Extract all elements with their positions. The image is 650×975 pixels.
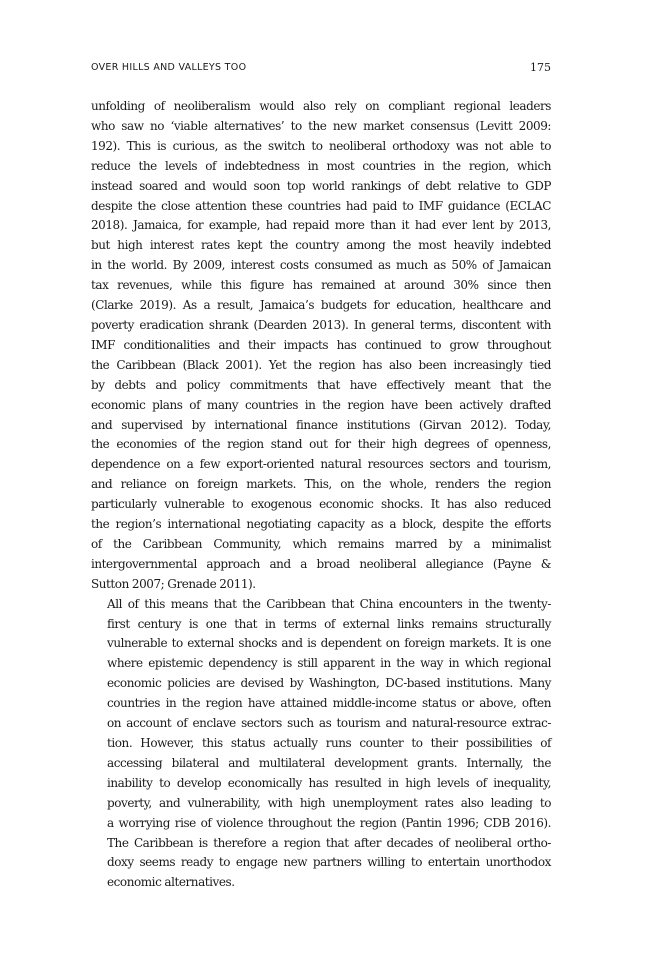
text-line: the region’s international negotiating capacity as a block, despite the efforts: [91, 517, 551, 532]
text-line: on account of enclave sectors such as tourism and natural-resource extrac-: [107, 716, 551, 731]
text-line: where epistemic dependency is still apparent in the way in which regional: [107, 656, 551, 671]
text-line: and supervised by international finance institutions (Girvan 2012). Today,: [91, 417, 551, 432]
text-line: the Caribbean (Black 2001). Yet the region has also been increasingly tied: [91, 357, 551, 372]
text-line: a worrying rise of violence throughout the region (Pantin 1996; CDB 2016).: [107, 815, 551, 830]
body-text: [91, 97, 551, 893]
text-line: Sutton 2007; Grenade 2011).: [91, 576, 256, 591]
text-line: unfolding of neoliberalism would also rely on compliant regional leaders: [91, 99, 551, 113]
text-line: reduce the levels of indebtedness in most countries in the region, which: [91, 158, 551, 173]
text-line: intergovernmental approach and a broad neoliberal allegiance (Payne &: [91, 556, 551, 571]
page-number: 175: [530, 61, 551, 74]
text-line: doxy seems ready to engage new partners willing to entertain unorthodox: [107, 855, 551, 870]
text-line: The Caribbean is therefore a region that after decades of neoliberal ortho-: [107, 835, 551, 850]
text-line: economic plans of many countries in the region have been actively drafted: [91, 397, 551, 412]
text-line: All of this means that the Caribbean that China encounters in the twenty-: [107, 596, 551, 611]
text-line: tax revenues, while this figure has remained at around 30% since then: [91, 278, 551, 293]
running-title: OVER HILLS AND VALLEYS TOO: [91, 62, 247, 73]
text-line: and reliance on foreign markets. This, on the whole, renders the region: [91, 477, 551, 492]
text-line: 2018). Jamaica, for example, had repaid more than it had ever lent by 2013,: [91, 218, 551, 233]
text-line: economic policies are devised by Washington, DC-based institutions. Many: [107, 676, 551, 691]
text-line: 192). This is curious, as the switch to neoliberal orthodoxy was not able to: [91, 138, 551, 153]
paragraph-2: [91, 595, 551, 894]
text-line: of the Caribbean Community, which remains marred by a minimalist: [91, 536, 551, 551]
text-line: tion. However, this status actually runs counter to their possibilities of: [107, 736, 551, 750]
text-line: dependence on a few export-oriented natural resources sectors and tourism,: [91, 457, 551, 472]
paragraph-1: [91, 97, 551, 595]
text-line: poverty eradication shrank (Dearden 2013). In general terms, discontent with: [91, 317, 551, 332]
text-line: particularly vulnerable to exogenous economic shocks. It has also reduced: [91, 497, 551, 512]
text-line: who saw no ‘viable alternatives’ to the new market consensus (Levitt 2009:: [91, 118, 551, 133]
text-line: inability to develop economically has resulted in high levels of inequality,: [107, 775, 551, 790]
text-line: in the world. By 2009, interest costs consumed as much as 50% of Jamaican: [91, 258, 551, 273]
text-line: accessing bilateral and multilateral development grants. Internally, the: [107, 755, 551, 770]
text-line: (Clarke 2019). As a result, Jamaica’s budgets for education, healthcare and: [91, 298, 551, 313]
text-line: instead soared and would soon top world rankings of debt relative to GDP: [91, 178, 551, 193]
text-line: countries in the region have attained middle-income status or above, often: [107, 696, 551, 711]
text-line: economic alternatives.: [107, 875, 235, 890]
text-line: poverty, and vulnerability, with high unemployment rates also leading to: [107, 795, 551, 810]
text-line: IMF conditionalities and their impacts has continued to grow throughout: [91, 337, 551, 352]
text-line: by debts and policy commitments that have effectively meant that the: [91, 377, 551, 392]
text-line: the economies of the region stand out for their high degrees of openness,: [91, 437, 551, 452]
text-line: despite the close attention these countries had paid to IMF guidance (ECLAC: [91, 198, 551, 213]
text-line: vulnerable to external shocks and is dependent on foreign markets. It is one: [107, 636, 551, 651]
running-header: [91, 62, 551, 78]
text-line: first century is one that in terms of external links remains structurally: [107, 616, 551, 631]
text-line: but high interest rates kept the country among the most heavily indebted: [91, 238, 551, 253]
